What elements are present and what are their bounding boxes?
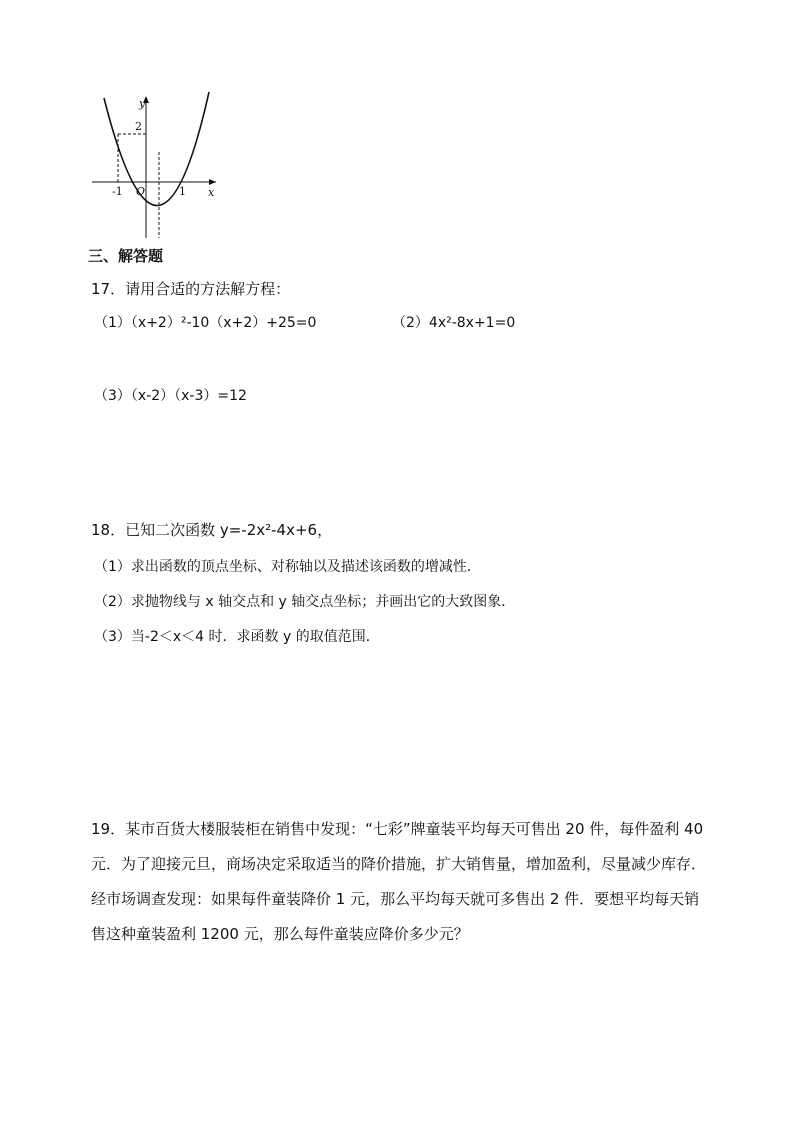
- y-axis-label: y: [139, 97, 146, 110]
- tick-label-y-2: 2: [135, 120, 142, 133]
- q18-stem: 18．已知二次函数 y=-2x²-4x+6，: [91, 521, 333, 539]
- tick-label-x-1: 1: [179, 185, 186, 198]
- origin-label: O: [136, 185, 146, 198]
- q19-text: 19．某市百货大楼服装柜在销售中发现：“七彩”牌童装平均每天可售出 20 件，每件盈利 40 元．为了迎接元旦，商场决定采取适当的降价措施，扩大销售量，增加盈利，尽量减少库存．经市场调查发现：如果每件童装降价 1 元，那么平均每天就可多售出 2 件．要想平均每天销售这种童装盈利 1200 元，那么每件童装应降价多少元？: [91, 820, 707, 943]
- x-axis-label: x: [208, 186, 215, 199]
- section-title: 三、解答题: [88, 247, 164, 265]
- parabola-graph: [88, 92, 220, 240]
- q17-part3: （3）（x-2）（x-3）=12: [94, 388, 247, 404]
- q17-part1: （1）（x+2）²-10（x+2）+25=0: [94, 315, 317, 331]
- x-axis-arrow: [209, 179, 216, 185]
- q18-part3: （3）当-2＜x＜4 时．求函数 y 的取值范围．: [94, 629, 380, 645]
- tick-label-x-neg1: -1: [112, 185, 123, 198]
- q17-stem: 17．请用合适的方法解方程：: [91, 280, 291, 298]
- q18-part2: （2）求抛物线与 x 轴交点和 y 轴交点坐标；并画出它的大致图象．: [94, 594, 516, 610]
- q17-part2: （2）4x²-8x+1=0: [392, 315, 516, 331]
- q18-part1: （1）求出函数的顶点坐标、对称轴以及描述该函数的增减性．: [94, 559, 481, 575]
